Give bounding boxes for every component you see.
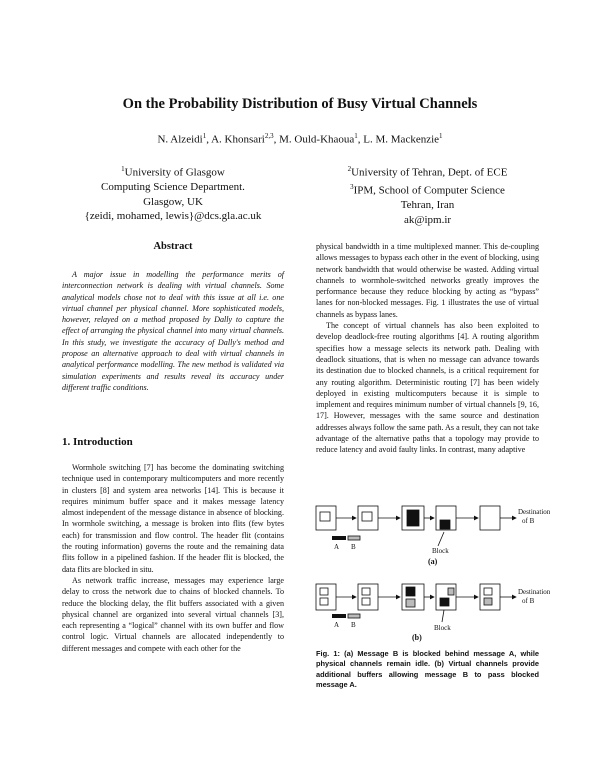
affiliation-line: University of Glasgow: [124, 166, 225, 179]
author-name: N. Alzeidi: [157, 133, 203, 146]
figure-panel-a: [316, 506, 516, 546]
buffer-cell: [320, 598, 328, 605]
router-node: [358, 506, 378, 530]
paragraph: physical bandwidth in a time multiplexed manner. This de-coupling allows messages to bypass each other in the event of blocking, using network bandwidth that would otherwise be wasted. Adding virtual channels to wormhole-switched networks greatly improves the performance because they reduce blocking by acting as “bypass” lanes for non-blocked messages. Fig. 1 illustrates the use of virtual channels as bypass lanes.: [316, 242, 539, 319]
author-affiliation-mark: 1: [439, 132, 443, 140]
figure-panel-b: [316, 584, 516, 622]
buffer-cell: [320, 512, 330, 521]
buffer-cell: [484, 588, 492, 595]
section-heading: 1. Introduction: [62, 436, 133, 448]
legend-swatch-b: [348, 536, 360, 540]
author-affiliation-mark: 2,3: [264, 132, 274, 140]
panel-label: (b): [412, 633, 422, 642]
paragraph: As network traffic increase, messages may experience large delay to cross the network due to chains of blocked channels. To reduce the blocking delay, the flit buffers associated with a given physical channel are organized into several virtual channels [3], each representing a “logical” channel with its own buffer and flow control logic. Virtual channels are allocated independently to different messages and compete with each other for the: [62, 575, 284, 653]
author-affiliation-mark: 1: [202, 132, 207, 140]
figure-1: [310, 498, 550, 646]
buffer-cell: [362, 598, 370, 605]
legend-swatch-b: [348, 614, 360, 618]
affiliation-line: University of Tehran, Dept. of ECE: [351, 166, 508, 179]
intro-body: [62, 462, 284, 654]
affiliation-mark: 3: [350, 183, 354, 192]
figure-caption: Fig. 1: (a) Message B is blocked behind message A, while physical channels remain idle. (b) Virtual channels provide additional buffers allowing message B to pass blocked message A.: [316, 649, 539, 689]
affiliation-email: ak@ipm.ir: [403, 213, 452, 226]
block-label: Block: [434, 624, 451, 632]
legend-label-b: B: [351, 543, 356, 551]
author-separator: ,: [206, 133, 212, 146]
panel-label: (a): [428, 557, 438, 566]
destination-label: Destination: [518, 588, 550, 596]
message-b-flits: [484, 598, 492, 605]
message-a-flits: [406, 587, 415, 596]
destination-label: of B: [522, 597, 535, 605]
block-label: Block: [432, 547, 449, 555]
author-name: A. Khonsari: [211, 133, 265, 146]
buffer-cell: [362, 512, 372, 521]
author-separator: ,: [273, 133, 280, 146]
author-affiliation-mark: 1: [354, 132, 358, 140]
message-b-header: [448, 588, 454, 595]
legend-label-b: B: [351, 621, 356, 629]
affiliation-line: Glasgow, UK: [143, 195, 203, 208]
author-separator: ,: [357, 133, 364, 146]
message-a-header: [440, 520, 450, 529]
paper-title: On the Probability Distribution of Busy Virtual Channels: [122, 96, 478, 112]
block-pointer: [442, 610, 444, 622]
legend-swatch-a: [332, 614, 346, 618]
buffer-cell: [362, 588, 370, 595]
destination-label: Destination: [518, 508, 550, 516]
message-a-flits: [407, 510, 419, 526]
right-column-body: [316, 241, 539, 456]
router-node: [316, 506, 336, 530]
destination-label: of B: [522, 517, 535, 525]
buffer-cell: [320, 588, 328, 595]
paragraph: The concept of virtual channels has also been exploited to develop deadlock-free routing algorithms [4]. A routing algorithm specifies how a message selects its network path. Dealing with deadlock situations, that is when no message can advance towards its destination due to blocked channels, is a critical requirement for any routing algorithm. Deterministic routing [7] has been widely deployed in existing multicomputers because it is simple to implement and requires minimum number of virtual channels [9, 16, 17]. However, messages with the same source and destination addresses always follow the same path. As a result, they can not take advantage of the alternative paths that a topology may provide to reduce latency and avoid faulty links. In contrast, many adaptive: [316, 321, 539, 455]
author-list: [0, 132, 600, 146]
abstract-text: A major issue in modelling the performance merits of interconnection network is dealing with virtual channels. Some analytical models chose not to deal with this issue at all i.e. one virtual channel per physical channel. More sophisticated models, however, relayed on a method proposed by Dally to capture the effect of arranging the physical channel into many virtual channels. In this study, we investigate the accuracy of Dally's method and propose an alternative approach to deal with virtual channels in analytical performance modelling. The new method is validated via simulation experiments and results reveal its accuracy under different traffic conditions.: [62, 270, 284, 392]
paragraph: Wormhole switching [7] has become the dominating switching technique used in contemporary multicomputers and more recently in clusters [8] and system area networks [14]. This is because it requires minimum buffer space and it makes message latency almost independent of the message distance in absence of blocking. In wormhole switching, a message is broken into flits (few bytes each) for transmission and flow control. The header flit (contains the routing information) governs the route and the remaining data flits follow in a pipelined fashion. If the header flit is blocked, the data flits are blocked in situ.: [62, 463, 284, 574]
affiliation-line: IPM, School of Computer Science: [353, 184, 505, 197]
affiliation-right: [316, 162, 539, 227]
affiliation-mark: 1: [121, 165, 125, 173]
message-a-header: [440, 598, 449, 606]
author-name: M. Ould-Khaoua: [279, 133, 355, 146]
legend-label-a: A: [334, 543, 340, 551]
affiliation-left: [62, 162, 284, 224]
affiliation-mark: 2: [347, 165, 352, 173]
legend-swatch-a: [332, 536, 346, 540]
block-pointer: [438, 532, 444, 546]
affiliation-email: {zeidi, mohamed, lewis}@dcs.gla.ac.uk: [84, 210, 262, 223]
affiliation-line: Computing Science Department.: [101, 181, 245, 194]
router-node: [480, 506, 500, 530]
legend-label-a: A: [334, 621, 340, 629]
author-name: L. M. Mackenzie: [363, 133, 440, 146]
message-b-flits: [406, 599, 415, 607]
affiliation-line: Tehran, Iran: [400, 199, 455, 212]
abstract-heading: Abstract: [153, 241, 193, 252]
